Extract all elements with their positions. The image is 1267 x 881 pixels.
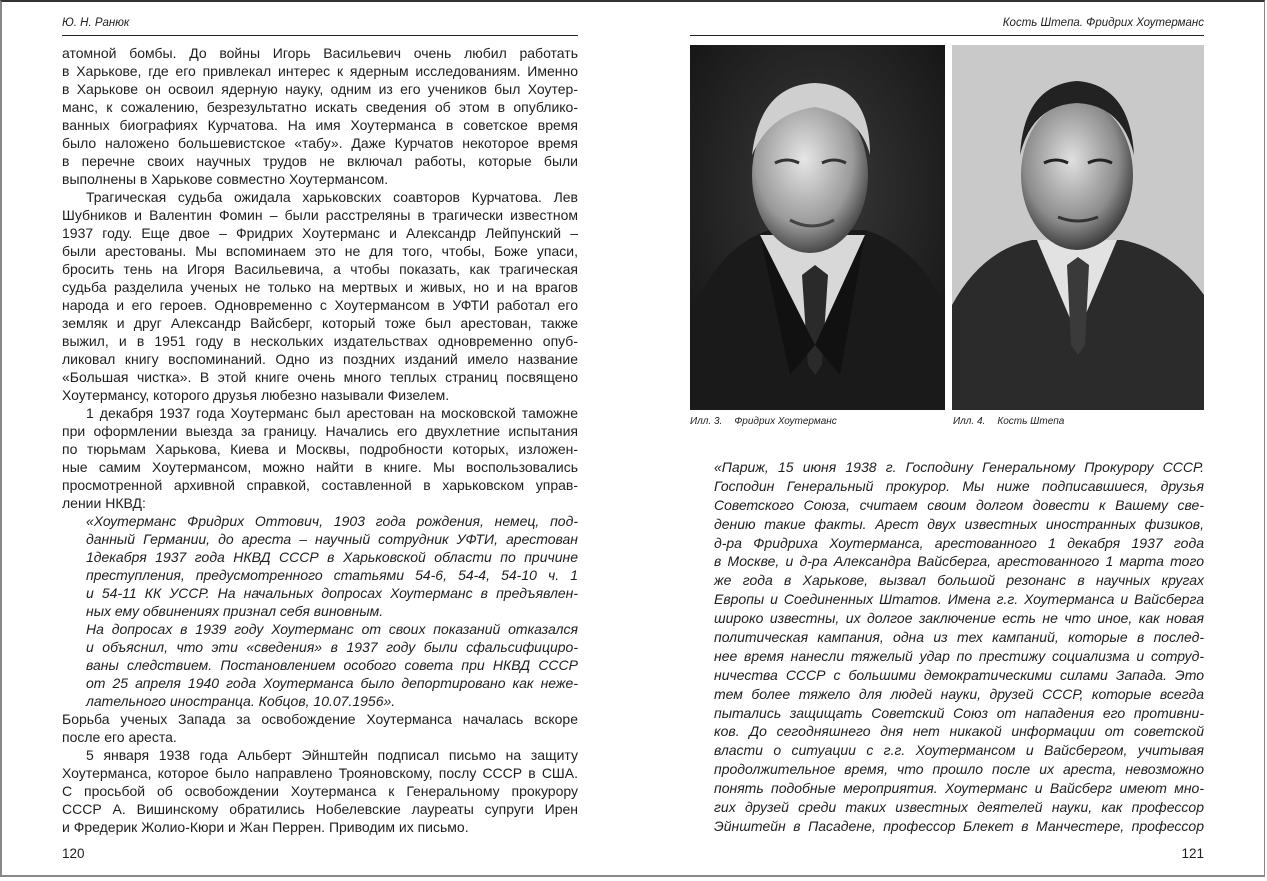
page-number: 120: [62, 846, 85, 861]
text-line: народа и его героев. Одновременно с Хоутермансом в УФТИ работал его: [62, 297, 578, 313]
text-line: судьба разделила ученых не только на мертвых и живых, но и на врагов: [62, 279, 578, 295]
text-line: Хоутермансу, которого друзья любезно называли Физелем.: [62, 387, 450, 403]
text-line: нее время нанесли тяжелый удар по престижу социализма и сотруд-: [714, 647, 1204, 664]
text-line: после его ареста.: [62, 729, 177, 745]
text-line: земляк и друг Александр Вайсберг, который тоже был арестован, также: [62, 315, 578, 331]
paragraph: [62, 404, 578, 512]
text-line: было наложено большевистское «табу». Даже Курчатов некоторое время: [62, 135, 578, 151]
text-line: выжил, и в 1951 году в нескольких издательствах одновременно опуб-: [62, 333, 578, 349]
header-rule: [690, 35, 1204, 36]
text-line: Советского Союза, считаем своим долгом довести к Вашему све-: [714, 496, 1204, 513]
text-line: гих друзей среди таких известных деятелей науки, как профессор: [714, 799, 1204, 816]
text-line: Эйнштейн в Пасадене, профессор Блекет в Манчестере, профессор: [714, 817, 1204, 834]
text-line: ные самим Хоутермансом, можно найти в книге. Мы воспользовались: [62, 459, 578, 475]
paragraph: [62, 44, 578, 188]
text-line: 1937 году. Еще двое – Фридрих Хоутерманс и Александр Лейпунский –: [62, 225, 578, 241]
text-line: ничества СССР с большими демократическими силами Запада. Это: [714, 666, 1204, 683]
photo-houtermans: [690, 45, 945, 410]
text-line: 5 января 1938 года Альберт Эйнштейн подписал письмо на защиту: [86, 747, 578, 763]
text-line: Хоутерманса, которое было направлено Трояновскому, послу СССР в США.: [62, 765, 578, 781]
text-line: широко известны, их долгое заключение есть не что иное, как новая: [714, 610, 1204, 627]
figure-label: Илл. 3.: [690, 416, 723, 427]
text-line: ванных биографиях Курчатова. На имя Хоутерманса в советское время: [62, 117, 578, 133]
text-line: Борьба ученых Запада за освобождение Хоутерманса началась вскоре: [62, 711, 578, 727]
paragraph: [62, 746, 578, 836]
left-page: [0, 0, 633, 881]
text-line: бросить тень на Игоря Васильевича, а чтобы показать, как трагическая: [62, 261, 578, 277]
right-body-text: [690, 458, 1204, 836]
text-line: Господин Генеральный прокурор. Мы ниже подписавшиеся, друзья: [714, 477, 1204, 494]
text-line: «Большая чистка». В этой книге очень много теплых страниц посвящено: [62, 369, 578, 385]
text-line: лении НКВД:: [62, 495, 146, 511]
text-line: манс, к сожалению, безрезультатно искать сведения об этом в опублико-: [62, 99, 578, 115]
text-line: преступления, предусмотренного статьями 54-6, 54-4, 54-10 ч. 1: [86, 567, 578, 583]
text-line: Шубников и Валентин Фомин – были расстреляны в трагически известном: [62, 207, 578, 223]
text-line: На допросах в 1939 году Хоутерманс от своих показаний отказался: [86, 621, 578, 637]
text-line: 1 декабря 1937 года Хоутерманс был арестован на московской таможне: [86, 405, 578, 421]
text-line: ваны следствием. Постановлением особого совета при НКВД СССР: [86, 657, 578, 673]
text-line: «Хоутерманс Фридрих Оттович, 1903 года рождения, немец, под-: [86, 513, 578, 529]
text-line: от 25 апреля 1940 года Хоутерманса было депортировано как неже-: [86, 675, 578, 691]
text-line: понять подобные мероприятия. Хоутерманс и Вайсберг имеют мно-: [714, 780, 1204, 797]
text-line: выполнены в Харькове совместно Хоутермансом.: [62, 171, 389, 187]
text-line: 1декабря 1937 года НКВД СССР в Харьковской области по причине: [86, 549, 578, 565]
text-line: продолжительное время, что прошло после их ареста, невозможно: [714, 761, 1204, 778]
paragraph: [62, 710, 578, 746]
text-line: по тюрьмам Харькова, Киева и Москвы, подробности которых, изложен-: [62, 441, 578, 457]
figure-label: Илл. 4.: [953, 416, 986, 427]
text-line: ликовал книгу воспоминаний. Одно из поздних изданий имело название: [62, 351, 578, 367]
header-rule: [62, 35, 578, 36]
text-line: С просьбой об освобождении Хоутерманса к Генеральному прокурору: [62, 783, 578, 799]
left-body-text: [62, 44, 578, 836]
figure-caption-text: Фридрих Хоутерманс: [734, 416, 837, 427]
text-line: в Харькове, где его привлекал интерес к ядерным исследованиям. Именно: [62, 63, 578, 79]
text-line: тем более тяжело для людей науки, друзей СССР, которые всегда: [714, 685, 1204, 702]
text-line: при оформлении выезда за границу. Начались его двухлетние испытания: [62, 423, 578, 439]
photo-shtepa: [952, 45, 1204, 410]
text-line: и Фредерик Жолио-Кюри и Жан Перрен. Приводим их письмо.: [62, 819, 469, 835]
block-quote: [690, 458, 1204, 836]
text-line: и объяснил, что эти «сведения» в 1937 году были сфальсифициро-: [86, 639, 578, 655]
text-line: СССР А. Вишинскому обратились Нобелевские лауреаты супруги Ирен: [62, 801, 578, 817]
figure-caption-text: Кость Штепа: [997, 416, 1065, 427]
right-page: [633, 0, 1267, 881]
text-line: Европы и Соединенных Штатов. Имена г.г. Хоутерманса и Вайсберга: [714, 591, 1204, 608]
text-line: ных ему обвинениях признал себя виновным.: [86, 603, 384, 619]
text-line: пытались защищать Советский Союз от нападения его противни-: [714, 704, 1204, 721]
text-line: Трагическая судьба ожидала харьковских соавторов Курчатова. Лев: [86, 189, 578, 205]
figure-caption-4: [953, 416, 1064, 427]
text-line: ков. До сегодняшнего дня нет никакой информации от советской: [714, 723, 1204, 740]
text-line: данный Германии, до ареста – научный сотрудник УФТИ, арестован: [86, 531, 578, 547]
block-quote: [62, 620, 578, 710]
text-line: политическая кампания, одна из тех кампаний, которые в послед-: [714, 629, 1204, 646]
text-line: лательного иностранца. Кобцов, 10.07.1956».: [86, 693, 396, 709]
text-line: и 54-11 КК УССР. На начальных допросах Хоутерманс в предъявлен-: [86, 585, 578, 601]
text-line: дению такие факты. Арест двух известных иностранных физиков,: [714, 515, 1204, 532]
text-line: атомной бомбы. До войны Игорь Васильевич очень любил работать: [62, 45, 578, 61]
text-line: д-ра Фридриха Хоутерманса, арестованного 1 декабря 1937 года: [714, 534, 1204, 551]
text-line: же года в Харькове, вызвал большой резонанс в научных кругах: [714, 572, 1204, 589]
paragraph: [62, 188, 578, 404]
page-number: 121: [1181, 846, 1204, 861]
figure-caption-3: [690, 416, 837, 427]
text-line: «Париж, 15 июня 1938 г. Господину Генеральному Прокурору СССР.: [714, 459, 1204, 475]
text-line: были арестованы. Мы вспоминаем это не для того, чтобы, Боже упаси,: [62, 243, 578, 259]
text-line: в Москве, и д-ра Александра Вайсберга, арестованного 1 марта того: [714, 553, 1204, 570]
text-line: в Харькове он освоил ядерную науку, одним из его учеников был Хоутер-: [62, 81, 578, 97]
block-quote: [62, 512, 578, 620]
text-line: власти о ситуации с г.г. Хоутермансом и Вайсбергом, учитывая: [714, 742, 1204, 759]
running-head-title: Кость Штепа. Фридрих Хоутерманс: [1002, 17, 1204, 29]
text-line: просмотренной архивной справкой, составленной в харьковском управ-: [62, 477, 578, 493]
running-head-author: Ю. Н. Ранюк: [62, 17, 130, 29]
text-line: в перечне своих научных трудов не включал работы, которые были: [62, 153, 578, 169]
